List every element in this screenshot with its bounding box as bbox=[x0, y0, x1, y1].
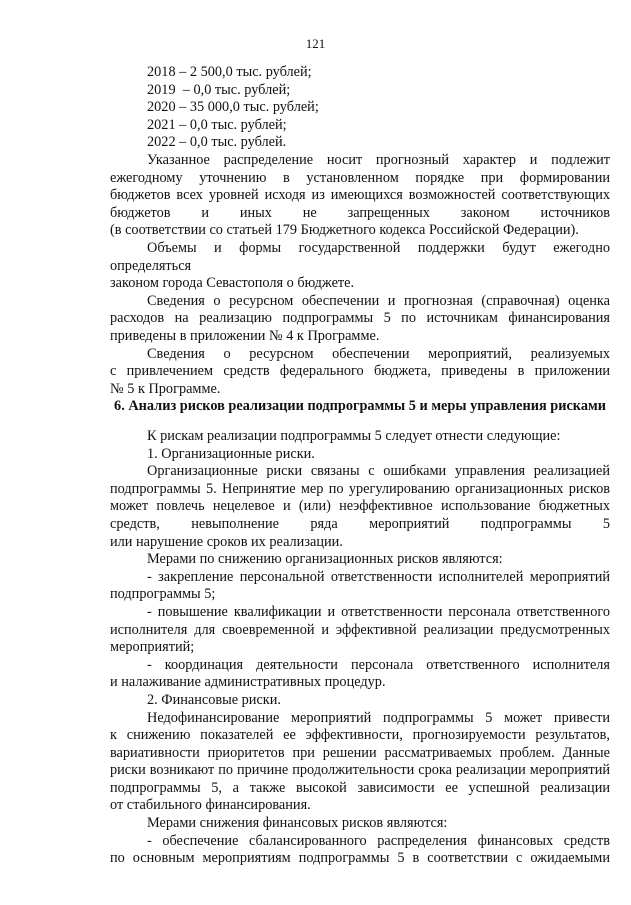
org-risks-paragraph bbox=[110, 463, 610, 551]
funding-year-line: 2020 – 35 000,0 тыс. рублей; bbox=[147, 99, 319, 116]
text-line: - повышение квалификации и ответственности персонала ответственного bbox=[147, 603, 610, 620]
text-line: средств, невыполнение ряда мероприятий подпрограммы 5 bbox=[110, 515, 610, 532]
text-line: по основным мероприятиям подпрограммы 5 в соответствии с ожидаемыми bbox=[110, 850, 610, 867]
text-line: от стабильного финансирования. bbox=[110, 797, 311, 814]
text-line: бюджетов всех уровней исходя из имеющихся возможностей соответствующих bbox=[110, 187, 610, 204]
text-line: 1. Организационные риски. bbox=[147, 445, 315, 462]
funding-year-line: 2018 – 2 500,0 тыс. рублей; bbox=[147, 64, 312, 80]
text-line: Сведения о ресурсном обеспечении и прогнозная (справочная) оценка bbox=[147, 292, 610, 309]
funding-section bbox=[110, 64, 610, 398]
org-risks-title bbox=[110, 446, 610, 464]
text-line: № 5 к Программе. bbox=[110, 380, 221, 397]
text-line: Сведения о ресурсном обеспечении мероприятий, реализуемых bbox=[147, 345, 610, 362]
text-line: или нарушение сроков их реализации. bbox=[110, 533, 343, 550]
org-measure-item bbox=[110, 569, 610, 604]
text-line: риски возникают по причине продолжительности срока реализации мероприятий bbox=[110, 762, 610, 779]
text-line: Организационные риски связаны с ошибками управления реализацией bbox=[147, 463, 610, 480]
text-line: Указанное распределение носит прогнозный характер и подлежит bbox=[147, 151, 610, 168]
text-line: к снижению показателей ее эффективности, прогнозируемости результатов, bbox=[110, 727, 610, 744]
text-line: мероприятий; bbox=[110, 639, 195, 656]
text-line: подпрограммы 5, а также высокой зависимости ее успешной реализации bbox=[110, 779, 610, 796]
text-line: 2. Финансовые риски. bbox=[147, 691, 281, 708]
text-line: Мерами снижения финансовых рисков являются: bbox=[147, 815, 448, 832]
risks-section bbox=[110, 428, 610, 868]
text-line: К рискам реализации подпрограммы 5 следует отнести следующие: bbox=[147, 428, 561, 444]
text-line: подпрограммы 5. Непринятие мер по урегулированию организационных рисков bbox=[110, 480, 610, 497]
funding-year-line: 2022 – 0,0 тыс. рублей. bbox=[147, 134, 287, 151]
text-line: приведены в приложении № 4 к Программе. bbox=[110, 327, 380, 344]
org-measures-title bbox=[110, 551, 610, 569]
federal-budget-paragraph bbox=[110, 346, 610, 399]
org-measure-item bbox=[110, 604, 610, 657]
fin-risks-paragraph bbox=[110, 710, 610, 816]
section-heading: 6. Анализ рисков реализации подпрограммы 5 и меры управления рисками bbox=[114, 398, 606, 414]
fin-risks-title bbox=[110, 692, 610, 710]
text-line: ежегодному уточнению в установленном порядке при формировании bbox=[110, 169, 610, 186]
text-line: и налаживание административных процедур. bbox=[110, 674, 386, 691]
text-line: Недофинансирование мероприятий подпрограммы 5 может привести bbox=[147, 709, 610, 726]
text-line: - координация деятельности персонала ответственного исполнителя bbox=[147, 656, 610, 673]
text-line: - обеспечение сбалансированного распределения финансовых средств bbox=[147, 832, 610, 849]
yearly-funding-list bbox=[147, 64, 610, 152]
text-line: Мерами по снижению организационных рисков являются: bbox=[147, 551, 503, 568]
text-line: вариативности приоритетов при решении рассматриваемых проблем. Данные bbox=[110, 744, 610, 761]
state-support-paragraph bbox=[110, 240, 610, 293]
text-line: подпрограммы 5; bbox=[110, 586, 216, 603]
page-number: 121 bbox=[305, 36, 326, 51]
text-line: может повлечь нецелевое и (или) неэффективное использование бюджетных bbox=[110, 498, 610, 515]
fin-measure-item bbox=[110, 833, 610, 868]
text-line: Объемы и формы государственной поддержки будут ежегодно определяться bbox=[110, 239, 610, 274]
text-line: расходов на реализацию подпрограммы 5 по источникам финансирования bbox=[110, 310, 610, 327]
text-line: - закрепление персональной ответственности исполнителей мероприятий bbox=[147, 568, 610, 585]
text-line: (в соответствии со статьей 179 Бюджетного кодекса Российской Федерации). bbox=[110, 222, 579, 239]
resource-info-paragraph bbox=[110, 293, 610, 346]
risks-intro-paragraph bbox=[110, 428, 610, 446]
text-line: бюджетов и иных не запрещенных законом источников bbox=[110, 204, 610, 221]
org-measure-item bbox=[110, 657, 610, 692]
text-line: исполнителя для своевременной и эффективной реализации предусмотренных bbox=[110, 621, 610, 638]
funding-year-line: 2021 – 0,0 тыс. рублей; bbox=[147, 116, 287, 133]
section-heading-block bbox=[110, 398, 610, 416]
funding-year-line: 2019 – 0,0 тыс. рублей; bbox=[147, 81, 291, 98]
forecast-paragraph bbox=[110, 152, 610, 240]
text-line: с привлечением средств федерального бюджета, приведены в приложении bbox=[110, 363, 610, 380]
text-line: законом города Севастополя о бюджете. bbox=[110, 275, 355, 292]
fin-measures-title bbox=[110, 815, 610, 833]
